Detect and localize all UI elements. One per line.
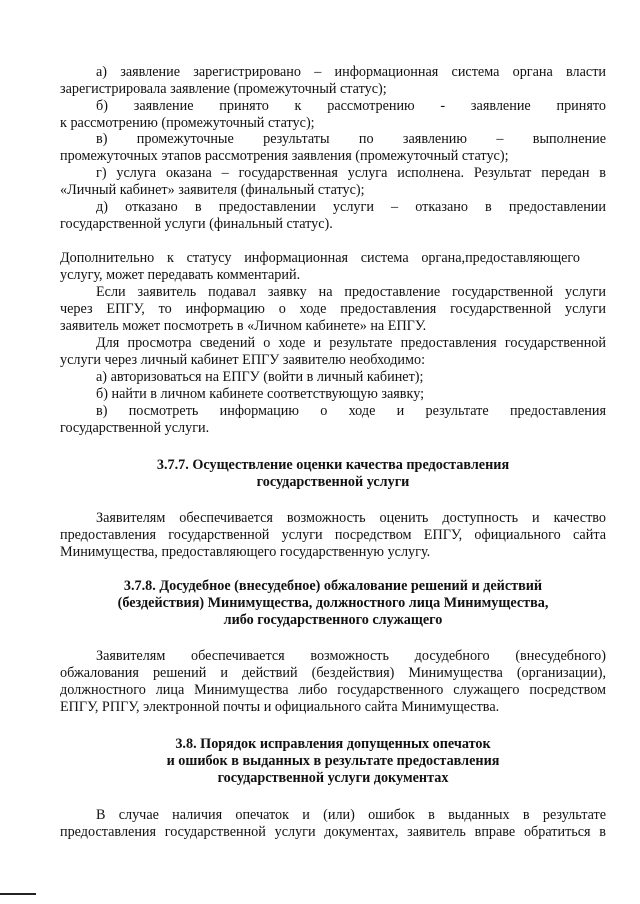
cabinet-step-c: в) посмотреть информацию о ходе и результате предоставления xyxy=(96,403,606,419)
section-378-body: обжалования решений и действий (бездействия) Минимущества (организации), xyxy=(60,665,606,681)
section-378-title: 3.7.8. Досудебное (внесудебное) обжалование решений и действий xyxy=(123,578,543,594)
section-38-title: 3.8. Порядок исправления допущенных опечаток xyxy=(175,736,491,752)
comment-paragraph-line: услугу, может передавать комментарий. xyxy=(60,267,301,283)
status-item-d: г) услуга оказана – государственная услуга исполнена. Результат передан в xyxy=(96,165,606,181)
section-378-title: либо государственного служащего xyxy=(223,612,443,628)
epgu-paragraph-line: заявитель может посмотреть в «Личном кабинете» на ЕПГУ. xyxy=(60,318,427,334)
cabinet-step-b: б) найти в личном кабинете соответствующую заявку; xyxy=(96,386,425,402)
section-378-body: должностного лица Минимущества либо государственного служащего посредством xyxy=(60,682,606,698)
section-378-body: Заявителям обеспечивается возможность досудебного (внесудебного) xyxy=(96,648,606,664)
section-38-body: предоставления государственной услуги документах, заявитель вправе обратиться в xyxy=(60,824,606,840)
section-377-title: государственной услуги xyxy=(256,474,410,490)
comment-paragraph-line: Дополнительно к статусу информационная система органа,предоставляющего xyxy=(60,250,580,266)
section-378-title: (бездействия) Минимущества, должностного лица Минимущества, xyxy=(117,595,549,611)
section-38-title: и ошибок в выданных в результате предоставления xyxy=(166,753,500,769)
cabinet-step-c-cont: государственной услуги. xyxy=(60,420,210,436)
status-item-e-cont: государственной услуги (финальный статус). xyxy=(60,216,333,232)
section-38-body: В случае наличия опечаток и (или) ошибок в выданных в результате xyxy=(96,807,606,823)
epgu-paragraph-line: Если заявитель подавал заявку на предоставление государственной услуги xyxy=(96,284,606,300)
cabinet-paragraph-line: услуги через личный кабинет ЕПГУ заявителю необходимо: xyxy=(60,352,426,368)
cabinet-step-a: а) авторизоваться на ЕПГУ (войти в личный кабинет); xyxy=(96,369,424,385)
page-edge-mark xyxy=(0,893,36,895)
status-item-e: д) отказано в предоставлении услуги – отказано в предоставлении xyxy=(96,199,606,215)
section-38-title: государственной услуги документах xyxy=(217,770,449,786)
section-377-body: предоставления государственной услуги посредством ЕПГУ, официального сайта xyxy=(60,527,606,543)
status-item-c-cont: промежуточных этапов рассмотрения заявления (промежуточный статус); xyxy=(60,148,509,164)
section-377-title: 3.7.7. Осуществление оценки качества предоставления xyxy=(156,457,510,473)
status-item-c: в) промежуточные результаты по заявлению – выполнение xyxy=(96,131,606,147)
status-item-a: а) заявление зарегистрировано – информационная система органа власти xyxy=(96,64,606,80)
status-item-b: б) заявление принято к рассмотрению - заявление принято xyxy=(96,98,606,114)
section-377-body: Заявителям обеспечивается возможность оценить доступность и качество xyxy=(96,510,606,526)
status-item-a-cont: зарегистрировала заявление (промежуточный статус); xyxy=(60,81,387,97)
cabinet-paragraph-line: Для просмотра сведений о ходе и результате предоставления государственной xyxy=(96,335,606,351)
section-377-body: Минимущества, предоставляющего государственную услугу. xyxy=(60,544,431,560)
epgu-paragraph-line: через ЕПГУ, то информацию о ходе предоставления государственной услуги xyxy=(60,301,606,317)
status-item-b-cont: к рассмотрению (промежуточный статус); xyxy=(60,115,315,131)
section-378-body: ЕПГУ, РПГУ, электронной почты и официального сайта Минимущества. xyxy=(60,699,500,715)
status-item-d-cont: «Личный кабинет» заявителя (финальный статус); xyxy=(60,182,365,198)
